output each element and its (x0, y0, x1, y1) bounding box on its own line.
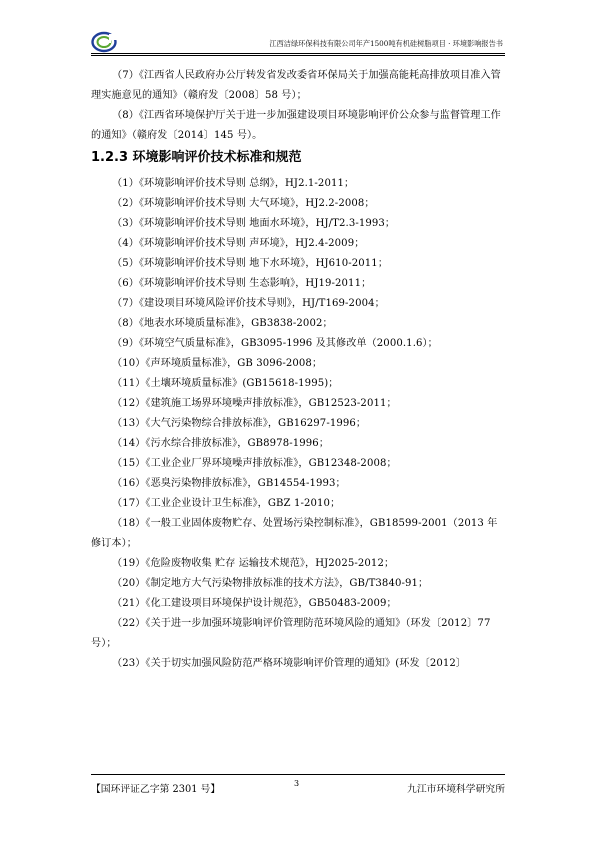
list-item: （2）《环境影响评价技术导则 大气环境》，HJ2.2-2008； (112, 198, 375, 209)
footer-divider (91, 774, 505, 775)
header-divider-thin (91, 55, 505, 56)
header-title: 江西洁绿环保科技有限公司年产1500吨有机硅树脂项目 · 环境影响报告书 (269, 39, 503, 48)
list-item: （3）《环境影响评价技术导则 地面水环境》，HJ/T2.3-1993； (112, 218, 396, 229)
list-item: （22）《关于进一步加强环境影响评价管理防范环境风险的通知》（环发〔2012〕77 号）； (91, 618, 491, 649)
page-body (91, 66, 505, 674)
list-item: （1）《环境影响评价技术导则 总纲》，HJ2.1-2011； (112, 178, 355, 189)
list-item: （20）《制定地方大气污染物排放标准的技术方法》，GB/T3840-91； (112, 578, 429, 589)
section-number: 1.2.3 (91, 150, 129, 165)
list-item: （23）《关于切实加强风险防范严格环境影响评价管理的通知》(环发〔2012〕 (112, 658, 467, 669)
list-item: （4）《环境影响评价技术导则 声环境》，HJ2.4-2009； (112, 238, 365, 249)
section-heading (91, 147, 505, 169)
list-item: （6）《环境影响评价技术导则 生态影响》，HJ19-2011； (112, 278, 372, 289)
company-logo-icon (91, 30, 117, 54)
footer-certificate: 【国环评证乙字第 2301 号】 (91, 784, 221, 795)
footer-institution: 九江市环境科学研究所 (407, 784, 505, 795)
list-item: （5）《环境影响评价技术导则 地下水环境》，HJ610-2011； (112, 258, 389, 269)
list-item: （19）《危险废物收集 贮存 运输技术规范》，HJ2025-2012； (112, 558, 395, 569)
list-item: （15）《工业企业厂界环境噪声排放标准》，GB12348-2008； (112, 458, 397, 469)
list-item: （21）《化工建设项目环境保护设计规范》，GB50483-2009； (112, 598, 397, 609)
list-item: （14）《污水综合排放标准》，GB8978-1996； (112, 438, 330, 449)
list-item: （9）《环境空气质量标准》，GB3095-1996 及其修改单（2000.1.6）； (112, 338, 438, 349)
list-item: （7）《建设项目环境风险评价技术导则》，HJ/T169-2004； (112, 298, 385, 309)
paragraph: （8）《江西省环境保护厅关于进一步加强建设项目环境影响评价公众参与监督管理工作的通知》（赣府发〔2014〕145 号）。 (91, 110, 501, 141)
list-item: （13）《大气污染物综合排放标准》，GB16297-1996； (112, 418, 367, 429)
section-title: 环境影响评价技术标准和规范 (132, 150, 302, 165)
list-item: （10）《声环境质量标准》，GB 3096-2008； (112, 358, 323, 369)
page-header (91, 30, 505, 54)
list-item: （11）《土壤环境质量标准》(GB15618-1995)； (112, 378, 339, 389)
list-item: （18）《一般工业固体废物贮存、处置场污染控制标准》，GB18599-2001（2013 年修订本）； (91, 518, 498, 549)
page-number: 3 (294, 779, 300, 788)
list-item: （12）《建筑施工场界环境噪声排放标准》，GB12523-2011； (112, 398, 397, 409)
list-item: （17）《工业企业设计卫生标准》，GBZ 1-2010； (112, 498, 341, 509)
header-divider (91, 53, 505, 54)
paragraph: （7）《江西省人民政府办公厅转发省发改委省环保局关于加强高能耗高排放项目准入管理实施意见的通知》（赣府发〔2008〕58 号）； (91, 70, 501, 101)
list-item: （16）《恶臭污染物排放标准》，GB14554-1993； (112, 478, 346, 489)
list-item: （8）《地表水环境质量标准》，GB3838-2002； (112, 318, 333, 329)
